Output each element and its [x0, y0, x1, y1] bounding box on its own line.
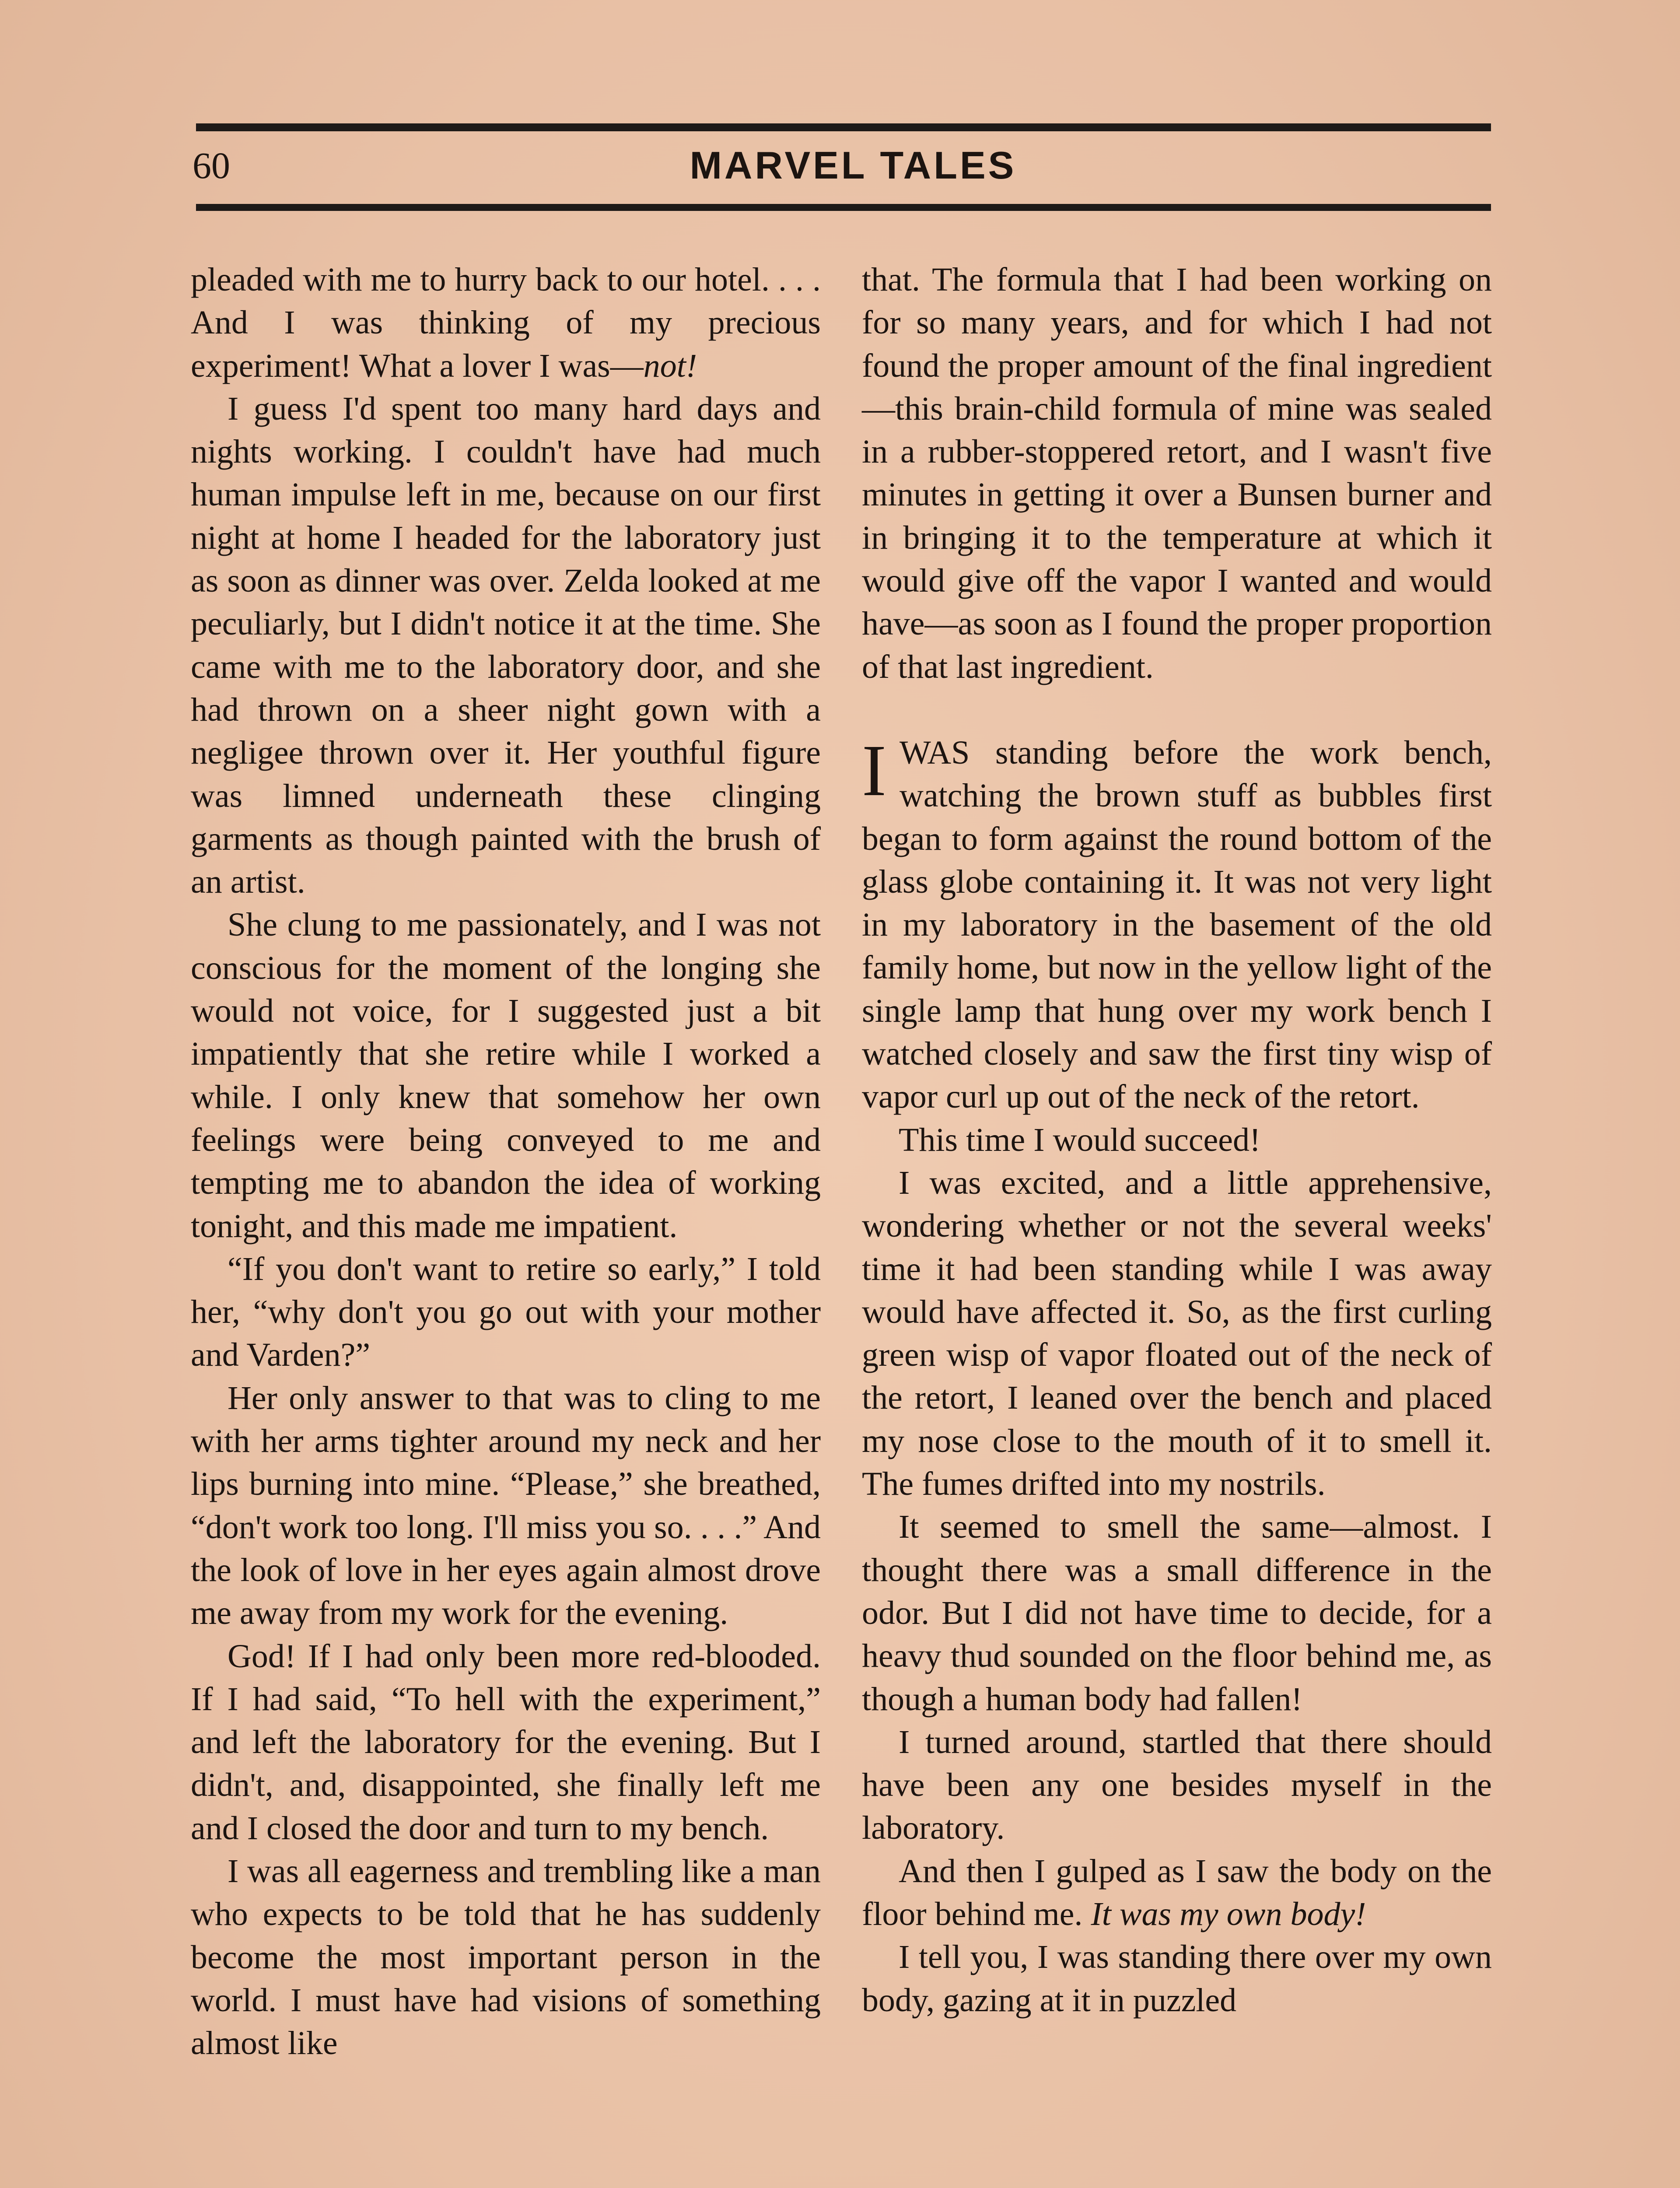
- paragraph: I tell you, I was standing there over my own body, gazing at it in puzzled: [862, 1939, 1492, 2019]
- paragraph: This time I would succeed!: [899, 1121, 1261, 1158]
- paragraph: And then I gulped as I saw the body on the floor behind me. It was my own body!: [862, 1852, 1492, 1932]
- paragraph: God! If I had only been more red-blooded. If I had said, “To hell with the experiment,” and left the laboratory for the evening. But I didn't, and, disappointed, she finally left me and I closed the door and turn to my bench.: [191, 1637, 821, 1847]
- header-top-rule: [196, 123, 1491, 131]
- paragraph: I was all eagerness and trembling like a man who expects to be told that he has suddenly become the most important person in the world. I must have had visions of something almost like: [191, 1852, 821, 2062]
- paragraph: that. The formula that I had been working on for so many years, and for which I had not found the proper amount of the final ingredient—this brain-child formula of mine was sealed in a rubber-stoppered retort, and I wasn't five minutes in getting it over a Bunsen burner and in bringing it to the temperature at which it would give off the vapor I wanted and would have—as soon as I found the proper proportion of that last ingredient.: [862, 261, 1492, 685]
- paragraph: It seemed to smell the same—almost. I thought there was a small difference in the odor. But I did not have time to decide, for a heavy thud sounded on the floor behind me, as though a human body had fallen!: [862, 1508, 1492, 1718]
- left-column: [191, 258, 821, 2065]
- paragraph: I turned around, startled that there should have been any one besides myself in the laboratory.: [862, 1723, 1492, 1847]
- paragraph: Her only answer to that was to cling to me with her arms tighter around my neck and her lips burning into mine. “Please,” she breathed, “don't work too long. I'll miss you so. . . .” And the look of love in her eyes again almost drove me away from my work for the evening.: [191, 1379, 821, 1632]
- paragraph: She clung to me passionately, and I was not conscious for the moment of the longing she would not voice, for I suggested just a bit impatiently that she retire while I worked a while. I only knew that somehow her own feelings were being conveyed to me and tempting me to abandon the idea of working tonight, and this made me impatient.: [191, 906, 821, 1245]
- paragraph: pleaded with me to hurry back to our hotel. . . . And I was thinking of my precious experiment! What a lover I was—not!: [191, 261, 821, 384]
- paragraph: I was excited, and a little apprehensive, wondering whether or not the several weeks' time it had been standing while I was away would have affected it. So, as the first curling green wisp of vapor floated out of the neck of the retort, I leaned over the bench and placed my nose close to the mouth of it to smell it. The fumes drifted into my nostrils.: [862, 1164, 1492, 1503]
- page-number: 60: [192, 144, 230, 186]
- header-bottom-rule: [196, 204, 1491, 211]
- right-column: [862, 258, 1492, 2022]
- section-opening-paragraph: IWAS standing before the work bench, watching the brown stuff as bubbles first began to form against the round bottom of the glass globe containing it. It was not very light in my laboratory in the basement of the old family home, but now in the yellow light of the single lamp that hung over my work bench I watched closely and saw the first tiny wisp of vapor curl up out of the neck of the retort.: [862, 729, 1492, 1115]
- paragraph: I guess I'd spent too many hard days and nights working. I couldn't have had much human impulse left in me, because on our first night at home I headed for the laboratory just as soon as dinner was over. Zelda looked at me peculiarly, but I didn't notice it at the time. She came with me to the laboratory door, and she had thrown on a sheer night gown with a negligee thrown over it. Her youthful figure was limned underneath these clinging garments as though painted with the brush of an artist.: [191, 390, 821, 901]
- paragraph: “If you don't want to retire so early,” I told her, “why don't you go out with your mother and Varden?”: [191, 1250, 821, 1374]
- drop-cap: I: [862, 729, 886, 811]
- magazine-title: MARVEL TALES: [690, 144, 1017, 187]
